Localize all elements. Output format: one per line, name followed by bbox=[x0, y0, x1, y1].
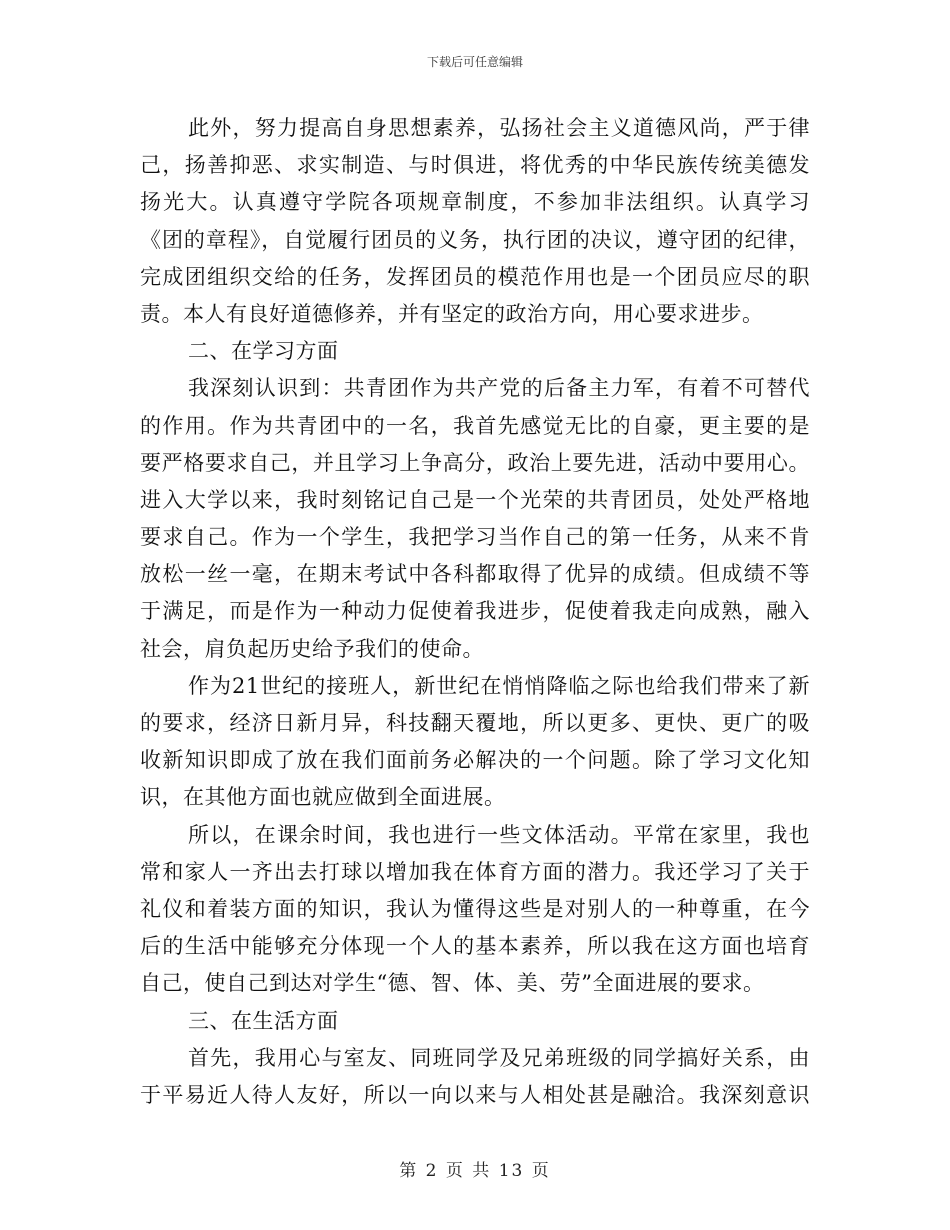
text-line: 己，扬善抑恶、求实制造、与时俱进，将优秀的中华民族传统美德发 bbox=[140, 153, 810, 178]
text-line: 要严格要求自己，并且学习上争高分，政治上要先进，活动中要用心。 bbox=[140, 450, 810, 475]
text-line: 礼仪和着装方面的知识，我认为懂得这些是对别人的一种尊重，在今 bbox=[140, 896, 810, 921]
text-line: 于平易近人待人友好，所以一向以来与人相处甚是融洽。我深刻意识 bbox=[140, 1082, 810, 1107]
text-line: 三、在生活方面 bbox=[188, 1008, 339, 1033]
document-body bbox=[140, 110, 810, 1114]
text-line: 扬光大。认真遵守学院各项规章制度，不参加非法组织。认真学习 bbox=[140, 190, 810, 215]
text-line: 责。本人有良好道德修养，并有坚定的政治方向，用心要求进步。 bbox=[140, 301, 764, 326]
text-line: 进入大学以来，我时刻铭记自己是一个光荣的共青团员，处处严格地 bbox=[140, 487, 810, 512]
text-line: 后的生活中能够充分体现一个人的基本素养，所以我在这方面也培育 bbox=[140, 934, 810, 959]
text-line: 二、在学习方面 bbox=[188, 339, 339, 364]
page-footer: 第 2 页 共 13 页 bbox=[399, 1161, 551, 1181]
text-line: 要求自己。作为一个学生，我把学习当作自己的第一任务，从来不肯 bbox=[140, 525, 810, 550]
text-line: 社会，肩负起历史给予我们的使命。 bbox=[140, 636, 484, 661]
text-line: 的要求，经济日新月异，科技翻天覆地，所以更多、更快、更广的吸 bbox=[140, 711, 810, 735]
text-line: 首先，我用心与室友、同班同学及兄弟班级的同学搞好关系，由 bbox=[188, 1045, 810, 1070]
text-line: 所以，在课余时间，我也进行一些文体活动。平常在家里，我也 bbox=[188, 822, 810, 847]
text-line: 我深刻认识到：共青团作为共产党的后备主力军，有着不可替代 bbox=[188, 376, 810, 401]
text-line: 识，在其他方面也就应做到全面进展。 bbox=[140, 785, 506, 810]
text-line: 自己，使自己到达对学生“德、智、体、美、劳”全面进展的要求。 bbox=[140, 971, 765, 996]
text-line: 作为21世纪的接班人，新世纪在悄悄降临之际也给我们带来了新 bbox=[188, 673, 810, 698]
text-line: 完成团组织交给的任务，发挥团员的模范作用也是一个团员应尽的职 bbox=[140, 264, 810, 289]
text-line: 的作用。作为共青团中的一名，我首先感觉无比的自豪，更主要的是 bbox=[140, 413, 810, 438]
text-line: 于满足，而是作为一种动力促使着我进步，促使着我走向成熟，融入 bbox=[140, 599, 810, 624]
text-line: 收新知识即成了放在我们面前务必解决的一个问题。除了学习文化知 bbox=[140, 748, 810, 773]
text-line: 常和家人一齐出去打球以增加我在体育方面的潜力。我还学习了关于 bbox=[140, 859, 810, 884]
text-line: 《团的章程》，自觉履行团员的义务，执行团的决议，遵守团的纪律， bbox=[140, 227, 810, 252]
text-line: 放松一丝一毫，在期末考试中各科都取得了优异的成绩。但成绩不等 bbox=[140, 562, 810, 587]
text-line: 此外，努力提高自身思想素养，弘扬社会主义道德风尚，严于律 bbox=[188, 116, 810, 140]
page-header: 下载后可任意编辑 bbox=[426, 55, 523, 69]
